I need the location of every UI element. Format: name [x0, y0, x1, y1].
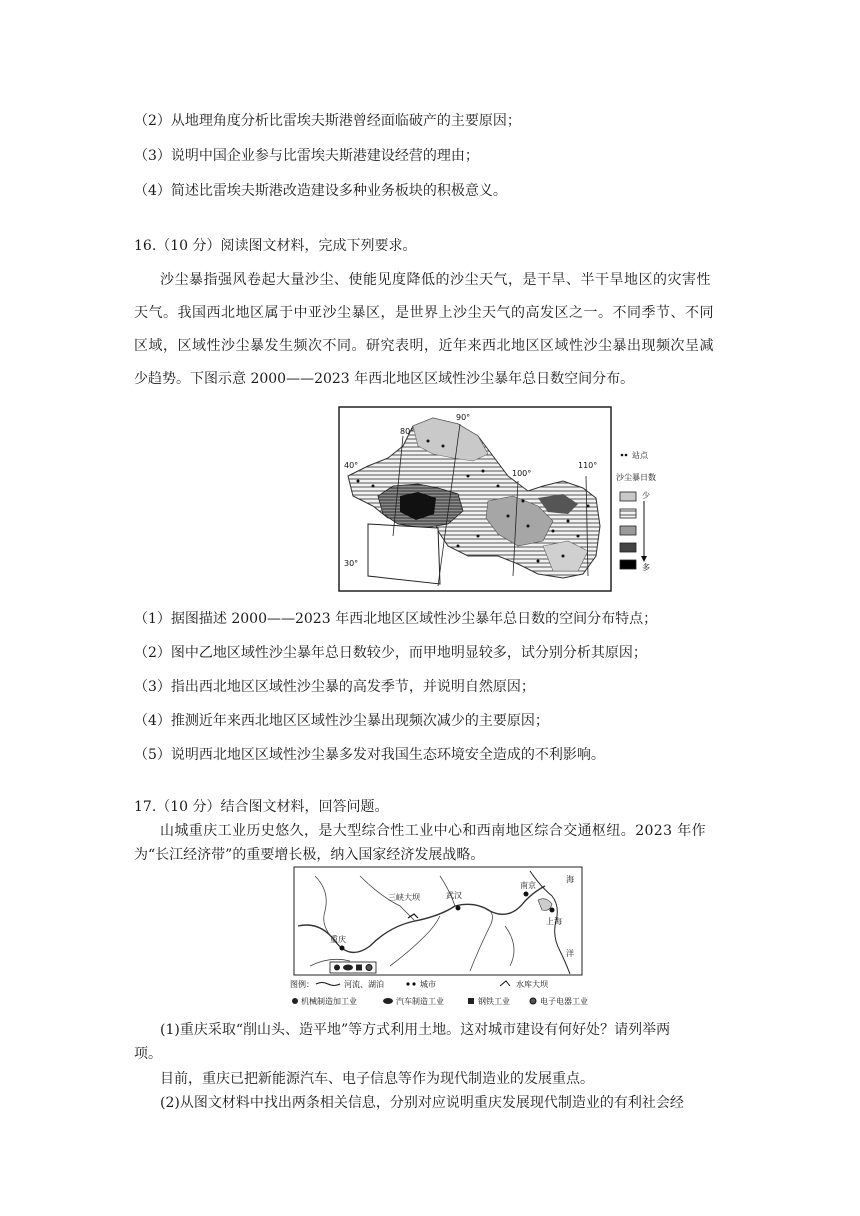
city-dot-chongqing	[340, 946, 345, 951]
q17-para-line-2: 为“长江经济带”的重要增长极，纳入国家经济发展战略。	[134, 847, 485, 863]
lon-label-110: 110°	[578, 461, 598, 470]
legend-title: 图例：	[290, 980, 314, 989]
legend-city: 城市	[420, 980, 436, 989]
legend-auto: 汽车制造工业	[396, 997, 444, 1006]
city-dot-nanjing	[524, 892, 529, 897]
q16-para-line-3: 区域，区域性沙尘暴发生频次不同。研究表明，近年来西北地区区域性沙尘暴出现频次呈减	[134, 338, 714, 354]
lon-label-90: 90°	[456, 413, 471, 422]
legend-site: 站点	[632, 451, 648, 460]
q16-sub-5: （5）说明西北地区区域性沙尘暴多发对我国生态环境安全造成的不利影响。	[134, 747, 605, 763]
legend-title: 沙尘暴日数	[616, 473, 656, 482]
legend-steel: 钢铁工业	[478, 997, 510, 1006]
q16-sub-2: （2）图中乙地区域性沙尘暴年总日数较少，而甲地明显较多，试分别分析其原因；	[134, 645, 647, 661]
auto-icon	[343, 965, 353, 971]
q17-sub-2-line-1: (2)从图文材料中找出两条相关信息，分别对应说明重庆发展现代制造业的有利社会经	[160, 1095, 684, 1111]
q16-sandstorm-map	[338, 406, 668, 592]
q16-para-line-2: 天气。我国西北地区属于中亚沙尘暴区，是世界上沙尘天气的高发区之一。不同季节、不同	[134, 305, 714, 321]
lon-label-100: 100°	[512, 469, 532, 478]
map-legend	[616, 450, 656, 572]
legend-machine: 机械制造加工业	[301, 997, 357, 1006]
q17-map-legend-industry	[290, 994, 610, 1008]
legend-electronics: 电子电器工业	[540, 997, 588, 1006]
q17-yangtze-map	[290, 866, 600, 994]
q16-para-line-1: 沙尘暴指强风卷起大量沙尘、使能见度降低的沙尘天气，是干旱、半干旱地区的灾害性	[160, 272, 711, 288]
label-shanghai: 上海	[546, 917, 562, 926]
legend-steel-icon	[468, 998, 474, 1004]
legend-dam: 水库大坝	[516, 980, 548, 989]
legend-river: 河流、湖泊	[344, 980, 384, 989]
q17-sub-1-line-1: (1)重庆采取“削山头、造平地”等方式利用土地。这对城市建设有何好处？请列举两	[160, 1022, 671, 1038]
q17-para-line-1: 山城重庆工业历史悠久，是大型综合性工业中心和西南地区综合交通枢纽。2023 年作	[160, 823, 707, 839]
legend-electronics-icon	[530, 998, 536, 1004]
legend-low: 少	[642, 491, 650, 500]
city-dot-wuhan	[456, 906, 461, 911]
q15-sub-3: （3）说明中国企业参与比雷埃夫斯港建设经营的理由；	[134, 148, 479, 164]
lat-label-30: 30°	[344, 559, 359, 568]
legend-auto-icon	[383, 998, 393, 1004]
q17-title: 17.（10 分）结合图文材料，回答问题。	[134, 799, 389, 815]
steel-icon	[356, 965, 362, 971]
plateau-white	[368, 524, 440, 584]
label-sanxia: 三峡大坝	[388, 893, 420, 902]
label-nanjing: 南京	[520, 881, 536, 890]
q16-sub-1: （1）据图描述 2000——2023 年西北地区区域性沙尘暴年总日数的空间分布特点；	[134, 611, 658, 627]
legend-machine-icon	[292, 998, 298, 1004]
q15-sub-2: （2）从地理角度分析比雷埃夫斯港曾经面临破产的主要原因；	[134, 113, 521, 129]
label-hai: 海	[566, 875, 574, 884]
machine-icon	[334, 965, 340, 971]
q16-title: 16.（10 分）阅读图文材料，完成下列要求。	[134, 238, 417, 254]
lat-label-40: 40°	[344, 461, 359, 470]
q17-note: 目前，重庆已把新能源汽车、电子信息等作为现代制造业的发展重点。	[160, 1071, 594, 1087]
city-dot-shanghai	[550, 908, 555, 913]
label-chongqing: 重庆	[330, 935, 346, 944]
q15-sub-4: （4）简述比雷埃夫斯港改造建设多种业务板块的积极意义。	[134, 183, 507, 199]
q16-sub-3: （3）指出西北地区区域性沙尘暴的高发季节，并说明自然原因；	[134, 679, 535, 695]
electronics-icon	[366, 965, 372, 971]
q16-para-line-4: 少趋势。下图示意 2000——2023 年西北地区区域性沙尘暴年总日数空间分布。	[134, 371, 635, 387]
q16-sub-4: （4）推测近年来西北地区区域性沙尘暴出现频次减少的主要原因；	[134, 713, 549, 729]
q17-sub-1-line-2: 项。	[134, 1046, 162, 1062]
lon-label-80: 80°	[400, 427, 415, 436]
label-wuhan: 武汉	[446, 891, 462, 900]
legend-high: 多	[642, 563, 650, 572]
label-yang: 洋	[566, 949, 574, 958]
